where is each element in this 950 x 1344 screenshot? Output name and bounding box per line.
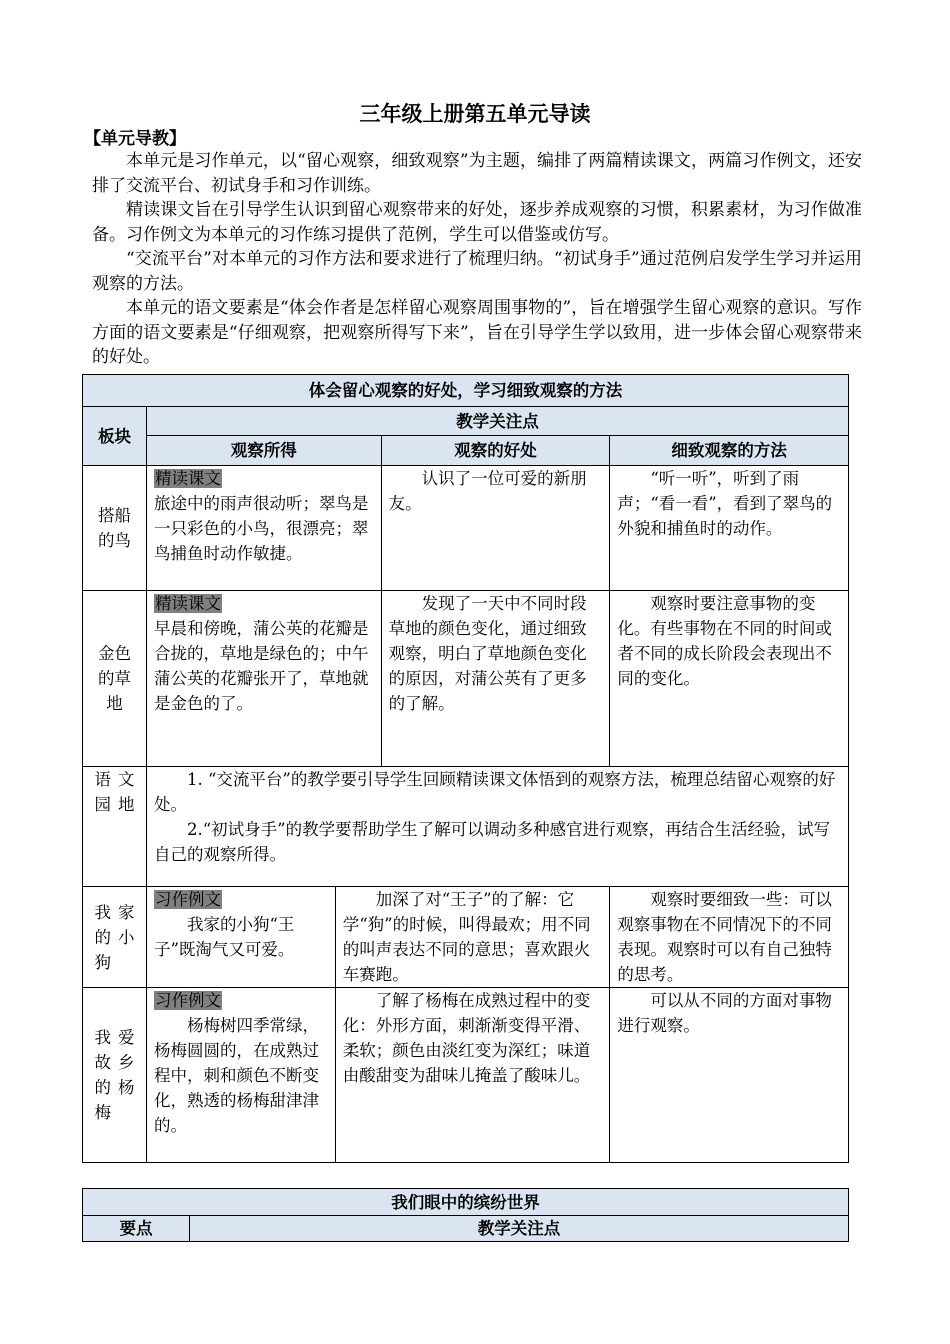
sub-header-benefit: 观察的好处	[381, 436, 610, 466]
benefit-cell	[381, 591, 610, 767]
row-label-text: 我爱故乡的杨梅	[94, 1028, 135, 1122]
table-title: 体会留心观察的好处，学习细致观察的方法	[83, 375, 849, 407]
sub-header-observed: 观察所得	[146, 436, 381, 466]
benefit-text: 认识了一位可爱的新朋友。	[388, 469, 587, 513]
garden-cell	[146, 767, 848, 887]
row-label	[83, 466, 147, 591]
observed-text: 杨梅树四季常绿，杨梅圆圆的，在成熟过程中，刺和颜色不断变化，熟透的杨梅甜津津的。	[153, 1016, 319, 1135]
col-header-focus: 教学关注点	[189, 1216, 848, 1242]
table-title: 我们眼中的缤纷世界	[83, 1189, 849, 1216]
table-row	[83, 767, 849, 887]
intro-text	[92, 149, 862, 370]
observed-text: 我家的小狗“王子”既淘气又可爱。	[153, 915, 295, 959]
section-heading: 【单元导教】	[84, 129, 186, 149]
observation-table	[82, 374, 849, 1163]
table-row	[83, 591, 849, 767]
benefit-text: 发现了一天中不同时段草地的颜色变化，通过细致观察，明白了草地颜色变化的原因，对蒲公英有了更多的了解。	[388, 594, 587, 713]
row-label	[83, 887, 147, 988]
benefit-text: 了解了杨梅在成熟过程中的变化：外形方面，刺渐渐变得平滑、柔软；颜色由淡红变为深红；味道由酸甜变为甜味儿掩盖了酸味儿。	[342, 991, 591, 1085]
benefit-cell	[335, 988, 610, 1163]
benefit-cell	[381, 466, 610, 591]
garden-item: 2.“初试身手”的教学要帮助学生了解可以调动多种感官进行观察，再结合生活经验，试写自己的观察所得。	[153, 820, 831, 864]
observed-cell	[146, 988, 335, 1163]
method-text: 观察时要注意事物的变化。有些事物在不同的时间或者不同的成长阶段会表现出不同的变化。	[617, 594, 832, 688]
method-text: 观察时要细致一些：可以观察事物在不同情况下的不同表现。观察时可以有自己独特的思考。	[617, 890, 832, 984]
row-label-text: 金色的草地	[97, 644, 131, 713]
row-label	[83, 767, 147, 887]
lesson-type-tag: 精读课文	[154, 594, 221, 613]
observed-cell	[146, 591, 381, 767]
lesson-type-tag: 习作例文	[154, 991, 221, 1010]
observed-cell	[146, 466, 381, 591]
benefit-cell	[335, 887, 610, 988]
intro-paragraph: 本单元是习作单元，以“留心观察，细致观察”为主题，编排了两篇精读课文，两篇习作例文，还安排了交流平台、初试身手和习作训练。	[92, 151, 862, 196]
method-text: 可以从不同的方面对事物进行观察。	[617, 991, 832, 1035]
col-header-bankuai: 板块	[83, 407, 147, 466]
col-header-focus: 教学关注点	[146, 407, 848, 436]
row-label-text: 我家的小狗	[94, 902, 135, 972]
row-label	[83, 988, 147, 1163]
col-header-points: 要点	[83, 1216, 190, 1242]
sub-header-method: 细致观察的方法	[610, 436, 849, 466]
method-text: “听一听”，听到了雨声；“看一看”，看到了翠鸟的外貌和捕鱼时的动作。	[617, 469, 833, 538]
intro-paragraph: 精读课文旨在引导学生认识到留心观察带来的好处，逐步养成观察的习惯，积累素材，为习作做准备。习作例文为本单元的习作练习提供了范例，学生可以借鉴或仿写。	[92, 200, 862, 245]
row-label-text: 搭船的鸟	[97, 506, 131, 550]
table-row	[83, 466, 849, 591]
observed-text: 旅途中的雨声很动听；翠鸟是一只彩色的小鸟，很漂亮；翠鸟捕鱼时动作敏捷。	[153, 494, 369, 563]
method-cell	[610, 466, 849, 591]
observed-text: 早晨和傍晚，蒲公英的花瓣是合拢的，草地是绿色的；中午蒲公英的花瓣张开了，草地就是金色的了。	[153, 619, 369, 713]
garden-item: 1. “交流平台”的教学要引导学生回顾精读课文体悟到的观察方法，梳理总结留心观察的好处。	[153, 770, 836, 814]
intro-paragraph: “交流平台”对本单元的习作方法和要求进行了梳理归纳。“初试身手”通过范例启发学生学习并运用观察的方法。	[92, 249, 862, 294]
colorful-world-table	[82, 1188, 849, 1242]
method-cell	[610, 988, 849, 1163]
row-label	[83, 591, 147, 767]
page-title: 三年级上册第五单元导读	[359, 102, 591, 126]
method-cell	[610, 887, 849, 988]
table-row	[83, 887, 849, 988]
intro-paragraph: 本单元的语文要素是“体会作者是怎样留心观察周围事物的”，旨在增强学生留心观察的意识。写作方面的语文要素是“仔细观察，把观察所得写下来”，旨在引导学生学以致用，进一步体会留心观察带来的好处。	[92, 298, 862, 367]
table-row	[83, 988, 849, 1163]
lesson-type-tag: 习作例文	[154, 890, 221, 909]
observed-cell	[146, 887, 335, 988]
lesson-type-tag: 精读课文	[154, 469, 221, 488]
method-cell	[610, 591, 849, 767]
row-label-text: 语文园地	[94, 770, 135, 814]
benefit-text: 加深了对“王子”的了解：它学“狗”的时候，叫得最欢；用不同的叫声表达不同的意思；喜欢跟火车赛跑。	[342, 890, 591, 984]
